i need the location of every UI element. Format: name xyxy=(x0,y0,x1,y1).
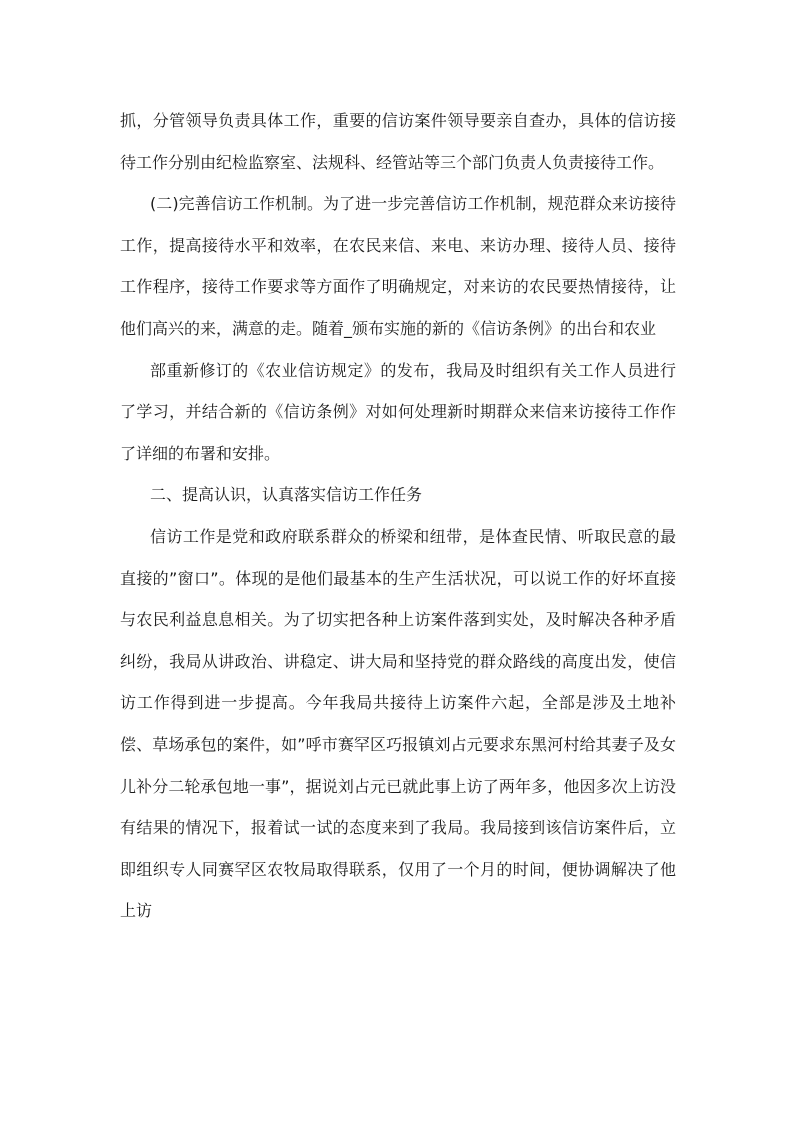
paragraph-leading-duty: 抓，分管领导负责具体工作，重要的信访案件领导要亲自查办，具体的信访接待工作分别由纪检监察室、法规科、经管站等三个部门负责人负责接待工作。 xyxy=(120,111,676,172)
document-body xyxy=(120,100,676,932)
section-heading: 二、提高认识，认真落实信访工作任务 xyxy=(150,485,423,505)
paragraph-mechanism: (二)完善信访工作机制。为了进一步完善信访工作机制，规范群众来访接待工作，提高接待水平和效率，在农民来信、来电、来访办理、接待人员、接待工作程序，接待工作要求等方面作了明确规定，对来访的农民要热情接待，让他们高兴的来，满意的走。随着_颁布实施的新的《信访条例》的出台和农业 xyxy=(120,194,676,338)
paragraph-regulation: 部重新修订的《农业信访规定》的发布，我局及时组织有关工作人员进行了学习，并结合新的《信访条例》对如何处理新时期群众来信来访接待工作作了详细的布署和安排。 xyxy=(120,360,676,463)
paragraph-petition-work: 信访工作是党和政府联系群众的桥梁和纽带，是体查民情、听取民意的最直接的”窗口”。体现的是他们最基本的生产生活状况，可以说工作的好坏直接与农民利益息息相关。为了切实把各种上访案件落到实处，及时解决各种矛盾纠纷，我局从讲政治、讲稳定、讲大局和坚持党的群众路线的高度出发，使信访工作得到进一步提高。今年我局共接待上访案件六起，全部是涉及土地补偿、草场承包的案件，如”呼市赛罕区巧报镇刘占元要求东黑河村给其妻子及女儿补分二轮承包地一事”，据说刘占元已就此事上访了两年多，他因多次上访没有结果的情况下，报着试一试的态度来到了我局。我局接到该信访案件后，立即组织专人同赛罕区农牧局取得联系，仅用了一个月的时间，便协调解决了他上访 xyxy=(120,526,676,921)
